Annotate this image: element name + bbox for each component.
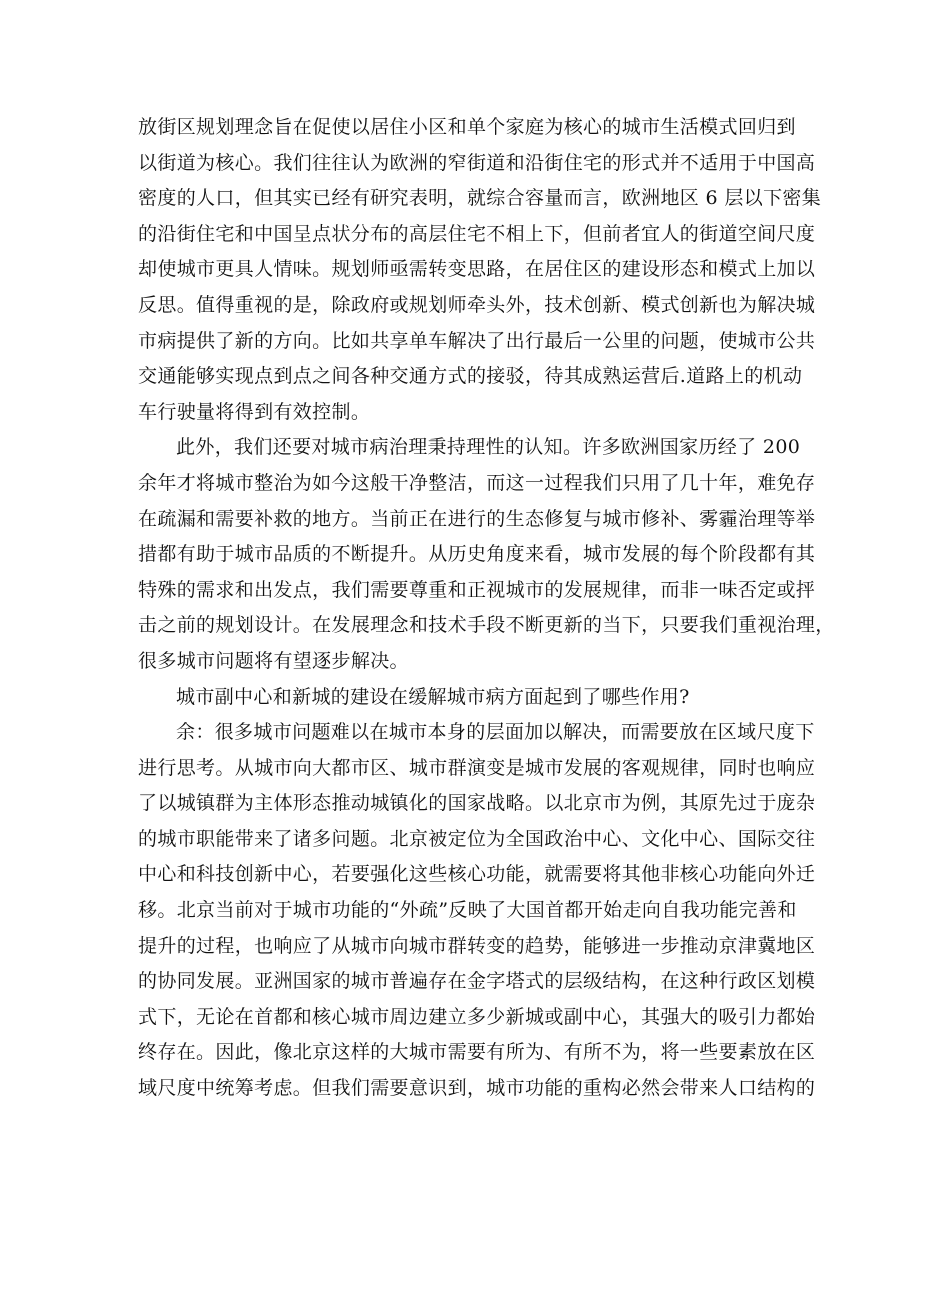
text-line: 的城市职能带来了诸多问题。北京被定位为全国政治中心、文化中心、国际交往 bbox=[138, 827, 816, 850]
text-line: 式下，无论在首都和核心城市周边建立多少新城或副中心，其强大的吸引力都始 bbox=[138, 1005, 816, 1028]
body-text bbox=[138, 110, 835, 1107]
paragraph-2 bbox=[138, 430, 835, 679]
text-line: 移。北京当前对于城市功能的“外疏”反映了大国首都开始走向自我功能完善和 bbox=[138, 899, 797, 922]
text-line: 的沿街住宅和中国呈点状分布的高层住宅不相上下，但前者宜人的街道空间尺度 bbox=[138, 222, 816, 245]
question-paragraph bbox=[138, 680, 794, 716]
text-line: 提升的过程，也响应了从城市向城市群转变的趋势，能够进一步推动京津冀地区 bbox=[138, 934, 816, 957]
text-line: 市病提供了新的方向。比如共享单车解决了出行最后一公里的问题，使城市公共 bbox=[138, 329, 816, 352]
text-line: 击之前的规划设计。在发展理念和技术手段不断更新的当下，只要我们重视治理， bbox=[138, 614, 835, 637]
text-line: 措都有助于城市品质的不断提升。从历史角度来看，城市发展的每个阶段都有其 bbox=[138, 543, 816, 566]
question-line: 城市副中心和新城的建设在缓解城市病方面起到了哪些作用? bbox=[176, 685, 690, 708]
text-line: 在疏漏和需要补救的地方。当前正在进行的生态修复与城市修补、雾霾治理等举 bbox=[138, 507, 816, 530]
text-line: 进行思考。从城市向大都市区、城市群演变是城市发展的客观规律，同时也响应 bbox=[138, 756, 816, 779]
text-line: 余：很多城市问题难以在城市本身的层面加以解决，而需要放在区域尺度下 bbox=[176, 721, 815, 744]
text-line: 车行驶量将得到有效控制。 bbox=[138, 400, 371, 423]
text-line: 却使城市更具人情味。规划师亟需转变思路，在居住区的建设形态和模式上加以 bbox=[138, 258, 816, 281]
paragraph-1 bbox=[138, 110, 822, 430]
text-line: 终存在。因此，像北京这样的大城市需要有所为、有所不为，将一些要素放在区 bbox=[138, 1041, 816, 1064]
text-line: 交通能够实现点到点之间各种交通方式的接驳，待其成熟运营后.道路上的机动 bbox=[138, 365, 803, 388]
text-line: 特殊的需求和出发点，我们需要尊重和正视城市的发展规律，而非一味否定或抨 bbox=[138, 578, 816, 601]
text-line: 余年才将城市整治为如今这般干净整洁，而这一过程我们只用了几十年，难免存 bbox=[138, 471, 816, 494]
text-line: 反思。值得重视的是，除政府或规划师牵头外，技术创新、模式创新也为解决城 bbox=[138, 293, 816, 316]
text-line: 此外，我们还要对城市病治理秉持理性的认知。许多欧洲国家历经了 200 bbox=[176, 436, 801, 459]
text-line: 中心和科技创新中心，若要强化这些核心功能，就需要将其他非核心功能向外迁 bbox=[138, 863, 816, 886]
text-line: 密度的人口，但其实已经有研究表明，就综合容量而言，欧洲地区 6 层以下密集 bbox=[138, 187, 822, 210]
text-line: 放街区规划理念旨在促使以居住小区和单个家庭为核心的城市生活模式回归到 bbox=[138, 116, 796, 138]
text-line: 的协同发展。亚洲国家的城市普遍存在金字塔式的层级结构，在这种行政区划模 bbox=[138, 970, 816, 993]
text-line: 以街道为核心。我们往往认为欧洲的窄街道和沿街住宅的形式并不适用于中国高 bbox=[138, 151, 816, 174]
text-line: 了以城镇群为主体形态推动城镇化的国家战略。以北京市为例，其原先过于庞杂 bbox=[138, 792, 816, 815]
text-line: 域尺度中统筹考虑。但我们需要意识到，城市功能的重构必然会带来人口结构的 bbox=[138, 1077, 816, 1100]
paragraph-answer bbox=[138, 715, 816, 1107]
text-line: 很多城市问题将有望逐步解决。 bbox=[138, 649, 409, 672]
